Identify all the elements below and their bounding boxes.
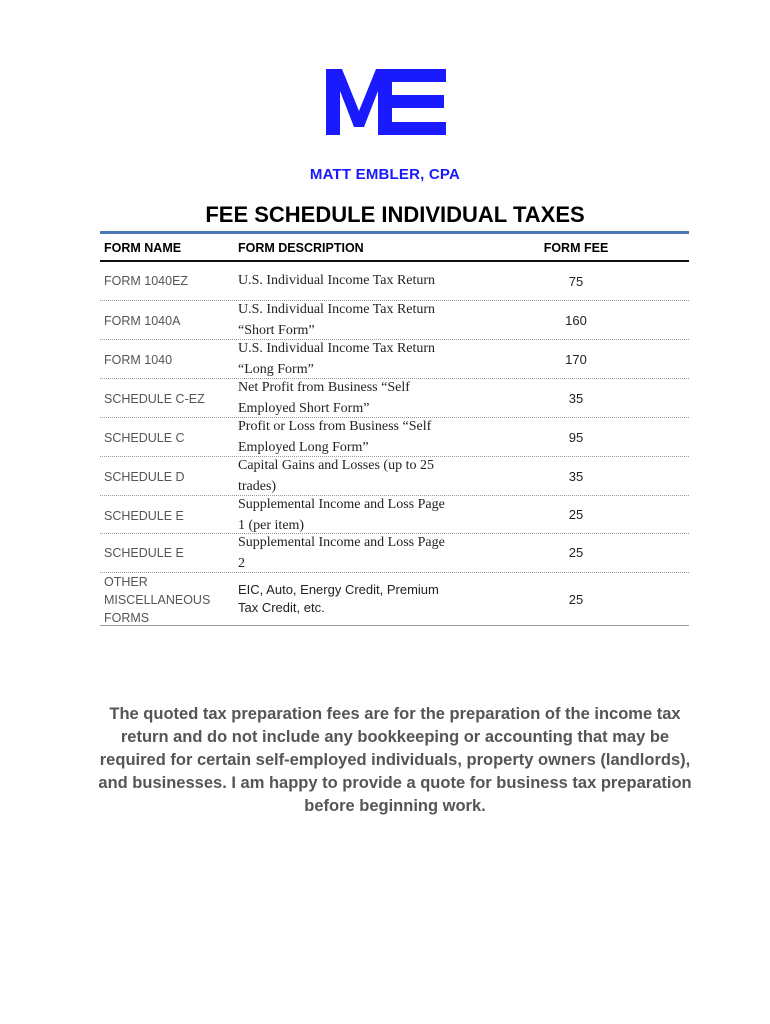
- description-line: Supplemental Income and Loss Page: [238, 497, 445, 512]
- row-form-name: FORM 1040A: [104, 314, 181, 328]
- table-header: [100, 234, 689, 262]
- row-form-name: SCHEDULE E: [104, 509, 184, 523]
- row-form-fee: 160: [565, 313, 587, 328]
- description-line: EIC, Auto, Energy Credit, Premium: [238, 582, 439, 597]
- table-row: [100, 418, 689, 457]
- description-line: Capital Gains and Losses (up to 25: [238, 458, 434, 473]
- table-row: [100, 262, 689, 301]
- row-form-fee: 25: [568, 545, 584, 560]
- row-form-description: [238, 300, 478, 341]
- row-form-description: [238, 271, 478, 292]
- row-form-fee: 75: [568, 274, 584, 289]
- fee-disclaimer-note: The quoted tax preparation fees are for the preparation of the income tax return and do not include any bookkeeping or accounting that may be required for certain self-employed individuals, property owners (landlords), and businesses. I am happy to provide a quote for business tax preparation before beginning work.: [98, 705, 692, 815]
- row-form-description: [238, 339, 478, 380]
- row-form-fee: 35: [568, 469, 584, 484]
- me-logo: [326, 69, 446, 135]
- row-form-name: FORM 1040: [104, 353, 173, 367]
- row-form-description: [238, 581, 478, 617]
- row-form-description: [238, 533, 478, 574]
- header-form-description: FORM DESCRIPTION: [238, 241, 364, 255]
- description-line: U.S. Individual Income Tax Return: [238, 341, 436, 356]
- description-line: “Long Form”: [238, 361, 314, 377]
- table-row: [100, 573, 689, 626]
- header-form-name: FORM NAME: [104, 241, 182, 255]
- row-form-description: [238, 417, 478, 458]
- name-line: OTHER: [104, 575, 148, 589]
- table-row: [100, 457, 689, 496]
- header-form-fee: FORM FEE: [543, 241, 609, 255]
- row-form-fee: 25: [568, 592, 584, 607]
- description-line: Net Profit from Business “Self: [238, 380, 410, 395]
- table-row: [100, 301, 689, 340]
- firm-name: MATT EMBLER, CPA: [309, 166, 461, 183]
- row-form-name: SCHEDULE D: [104, 470, 185, 484]
- description-line: Tax Credit, etc.: [238, 600, 325, 615]
- description-line: Employed Long Form”: [238, 439, 369, 455]
- row-form-fee: 35: [568, 391, 584, 406]
- row-form-fee: 95: [568, 430, 584, 445]
- table-row: [100, 534, 689, 573]
- row-form-description: [238, 456, 478, 497]
- row-form-name: SCHEDULE E: [104, 546, 184, 560]
- name-line: FORMS: [104, 611, 150, 625]
- row-form-name: FORM 1040EZ: [104, 274, 189, 288]
- description-line: 2: [238, 555, 245, 571]
- table-row: [100, 340, 689, 379]
- description-line: Supplemental Income and Loss Page: [238, 535, 445, 550]
- description-line: Profit or Loss from Business “Self: [238, 419, 432, 434]
- row-form-fee: 170: [565, 352, 587, 367]
- description-line: Employed Short Form”: [238, 400, 370, 416]
- me-logo-mark: [326, 69, 446, 135]
- row-form-name: [104, 573, 210, 627]
- description-line: U.S. Individual Income Tax Return: [238, 273, 436, 288]
- name-line: MISCELLANEOUS: [104, 593, 211, 607]
- table-row: [100, 379, 689, 418]
- table-row: [100, 496, 689, 534]
- row-form-description: [238, 378, 478, 419]
- row-form-description: [238, 495, 478, 536]
- row-form-name: SCHEDULE C: [104, 431, 185, 445]
- page-title: FEE SCHEDULE INDIVIDUAL TAXES: [205, 202, 585, 227]
- row-form-fee: 25: [568, 507, 584, 522]
- description-line: trades): [238, 478, 277, 494]
- row-form-name: SCHEDULE C-EZ: [104, 392, 205, 406]
- description-line: U.S. Individual Income Tax Return: [238, 302, 436, 317]
- description-line: 1 (per item): [238, 517, 305, 533]
- description-line: “Short Form”: [238, 322, 315, 338]
